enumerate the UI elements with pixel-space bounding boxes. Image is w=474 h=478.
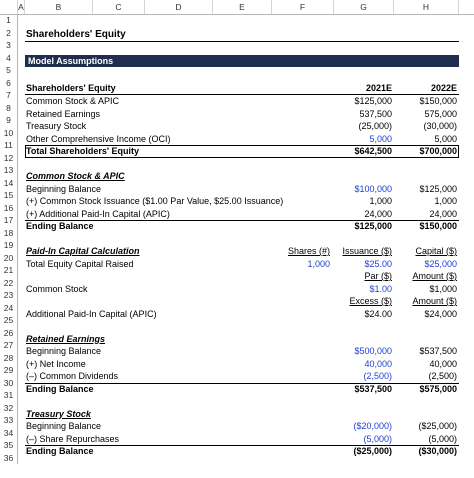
pic-shares-header: Shares (#) <box>287 246 330 256</box>
row-header[interactable]: 22 <box>0 277 18 290</box>
equity-value[interactable]: $150,000 <box>419 96 457 106</box>
pic-excess-header: Excess ($) <box>349 296 392 306</box>
pic-amount1-value[interactable]: $1,000 <box>429 283 457 294</box>
row-header[interactable]: 21 <box>0 264 18 277</box>
row-header[interactable]: 4 <box>0 52 18 65</box>
year-2021e: 2021E <box>365 83 392 93</box>
column-header-e[interactable]: E <box>213 0 272 14</box>
treasury-begin-label[interactable]: Beginning Balance <box>26 421 102 431</box>
column-header-c[interactable]: C <box>93 0 145 14</box>
row-header[interactable]: 2 <box>0 27 18 40</box>
row-header[interactable]: 18 <box>0 227 18 240</box>
row-header[interactable]: 30 <box>0 377 18 390</box>
equity-value[interactable]: (30,000) <box>423 121 457 131</box>
page-title: Shareholders' Equity <box>26 29 126 40</box>
common-begin-label[interactable]: Beginning Balance <box>26 183 102 194</box>
retained-ni-2022[interactable]: 40,000 <box>429 358 457 369</box>
row-header[interactable]: 35 <box>0 439 18 452</box>
retained-end-label[interactable]: Ending Balance <box>26 383 94 394</box>
treasury-end-label[interactable]: Ending Balance <box>26 446 94 456</box>
row-header[interactable]: 14 <box>0 177 18 190</box>
row-header[interactable]: 29 <box>0 364 18 377</box>
row-header[interactable]: 19 <box>0 239 18 252</box>
pic-shares-value[interactable]: 1,000 <box>307 258 330 269</box>
column-header-g[interactable]: G <box>334 0 394 14</box>
treasury-begin-2021[interactable]: ($20,000) <box>353 421 392 431</box>
column-header-bar <box>0 0 474 15</box>
row-header[interactable]: 34 <box>0 427 18 440</box>
row-header[interactable]: 8 <box>0 102 18 115</box>
retained-begin-label[interactable]: Beginning Balance <box>26 346 102 356</box>
section-band-label: Model Assumptions <box>28 56 114 66</box>
treasury-begin-2022[interactable]: ($25,000) <box>418 421 457 431</box>
row-header[interactable]: 12 <box>0 152 18 165</box>
title-underline <box>25 41 459 42</box>
equity-label[interactable]: Retained Earnings <box>26 108 101 119</box>
common-end-2022[interactable]: $150,000 <box>419 221 457 231</box>
row-header[interactable]: 7 <box>0 89 18 102</box>
pic-capital-value[interactable]: $25,000 <box>424 258 457 269</box>
row-header[interactable]: 32 <box>0 402 18 415</box>
row-header[interactable]: 6 <box>0 77 18 90</box>
column-header-i <box>459 0 474 14</box>
row-header[interactable]: 11 <box>0 139 18 152</box>
row-header[interactable]: 13 <box>0 164 18 177</box>
pic-par-value[interactable]: $1.00 <box>369 283 392 294</box>
equity-value[interactable]: 575,000 <box>424 108 457 119</box>
equity-label[interactable]: Common Stock & APIC <box>26 96 120 106</box>
common-issuance-2022[interactable]: 1,000 <box>434 196 457 206</box>
retained-begin-2022[interactable]: $537,500 <box>419 346 457 356</box>
row-header[interactable]: 25 <box>0 314 18 327</box>
column-header-a[interactable]: A <box>18 2 24 12</box>
retained-end-2021[interactable]: $537,500 <box>354 383 392 394</box>
retained-header: Retained Earnings <box>26 333 106 344</box>
row-header[interactable]: 23 <box>0 289 18 302</box>
common-apic-2021[interactable]: 24,000 <box>364 208 392 219</box>
treasury-rep-2022[interactable]: (5,000) <box>428 433 457 444</box>
retained-div-label[interactable]: (–) Common Dividends <box>26 371 119 381</box>
pic-apic-label[interactable]: Additional Paid-In Capital (APIC) <box>26 308 157 319</box>
treasury-rep-2021[interactable]: (5,000) <box>363 433 392 444</box>
section-band <box>25 55 459 67</box>
row-header[interactable]: 16 <box>0 202 18 215</box>
column-header-h[interactable]: H <box>394 0 459 14</box>
equity-label[interactable]: Treasury Stock <box>26 121 87 131</box>
total-equity-value[interactable]: $642,500 <box>354 146 392 156</box>
year-2022e: 2022E <box>430 83 457 93</box>
common-end-2021[interactable]: $125,000 <box>354 221 392 231</box>
pic-issuance-header: Issuance ($) <box>342 246 392 256</box>
pic-amount2-header: Amount ($) <box>412 296 457 306</box>
common-begin-2022[interactable]: $125,000 <box>419 183 457 194</box>
select-all-corner[interactable] <box>0 0 18 14</box>
retained-begin-2021[interactable]: $500,000 <box>354 346 392 356</box>
row-header[interactable]: 17 <box>0 214 18 227</box>
equity-header: Shareholders' Equity <box>26 83 116 93</box>
row-header[interactable]: 31 <box>0 389 18 402</box>
row-header[interactable]: 36 <box>0 452 18 465</box>
row-header[interactable]: 27 <box>0 339 18 352</box>
treasury-header: Treasury Stock <box>26 408 91 419</box>
equity-value[interactable]: 5,000 <box>434 133 457 144</box>
pic-par-header: Par ($) <box>364 271 392 281</box>
retained-div-2021[interactable]: (2,500) <box>363 371 392 381</box>
pic-amount2-value[interactable]: $24,000 <box>424 308 457 319</box>
row-header[interactable]: 20 <box>0 252 18 265</box>
common-apic-label[interactable]: (+) Additional Paid-In Capital (APIC) <box>26 208 170 219</box>
row-header[interactable]: 33 <box>0 414 18 427</box>
row-header[interactable]: 24 <box>0 302 18 315</box>
total-equity-value[interactable]: $700,000 <box>419 146 457 156</box>
treasury-rep-label[interactable]: (–) Share Repurchases <box>26 433 120 444</box>
pic-excess-value[interactable]: $24.00 <box>364 308 392 319</box>
equity-value[interactable]: $125,000 <box>354 96 392 106</box>
column-header-b[interactable]: B <box>25 0 93 14</box>
pic-amount1-header: Amount ($) <box>412 271 457 281</box>
equity-value[interactable]: (25,000) <box>358 121 392 131</box>
equity-value[interactable]: 537,500 <box>359 108 392 119</box>
equity-value[interactable]: 5,000 <box>369 133 392 144</box>
pic-header: Paid-In Capital Calculation <box>26 246 140 256</box>
common-end-label[interactable]: Ending Balance <box>26 221 94 231</box>
equity-label[interactable]: Other Comprehensive Income (OCI) <box>26 133 171 144</box>
row-header[interactable]: 1 <box>0 14 18 27</box>
common-issuance-2021[interactable]: 1,000 <box>369 196 392 206</box>
common-issuance-label[interactable]: (+) Common Stock Issuance ($1.00 Par Value, $25.00 Issuance) <box>26 196 284 206</box>
retained-ni-2021[interactable]: 40,000 <box>364 358 392 369</box>
pic-issuance-value[interactable]: $25.00 <box>364 258 392 269</box>
pic-total-label[interactable]: Total Equity Capital Raised <box>26 258 134 269</box>
treasury-end-2022[interactable]: ($30,000) <box>418 446 457 456</box>
column-header-d[interactable]: D <box>145 0 213 14</box>
pic-capital-header: Capital ($) <box>415 246 457 256</box>
row-header[interactable]: 5 <box>0 64 18 77</box>
row-header[interactable]: 9 <box>0 114 18 127</box>
row-header[interactable]: 26 <box>0 327 18 340</box>
total-equity-label[interactable]: Total Shareholders' Equity <box>26 146 139 156</box>
row-header[interactable]: 3 <box>0 39 18 52</box>
retained-div-2022[interactable]: (2,500) <box>428 371 457 381</box>
pic-common-label[interactable]: Common Stock <box>26 283 88 294</box>
common-stock-header: Common Stock & APIC <box>26 171 125 181</box>
retained-ni-label[interactable]: (+) Net Income <box>26 358 86 369</box>
retained-end-2022[interactable]: $575,000 <box>419 383 457 394</box>
treasury-end-2021[interactable]: ($25,000) <box>353 446 392 456</box>
row-header[interactable]: 28 <box>0 352 18 365</box>
column-header-f[interactable]: F <box>272 0 334 14</box>
row-header[interactable]: 10 <box>0 127 18 140</box>
row-header[interactable]: 15 <box>0 189 18 202</box>
common-begin-2021[interactable]: $100,000 <box>354 183 392 194</box>
common-apic-2022[interactable]: 24,000 <box>429 208 457 219</box>
